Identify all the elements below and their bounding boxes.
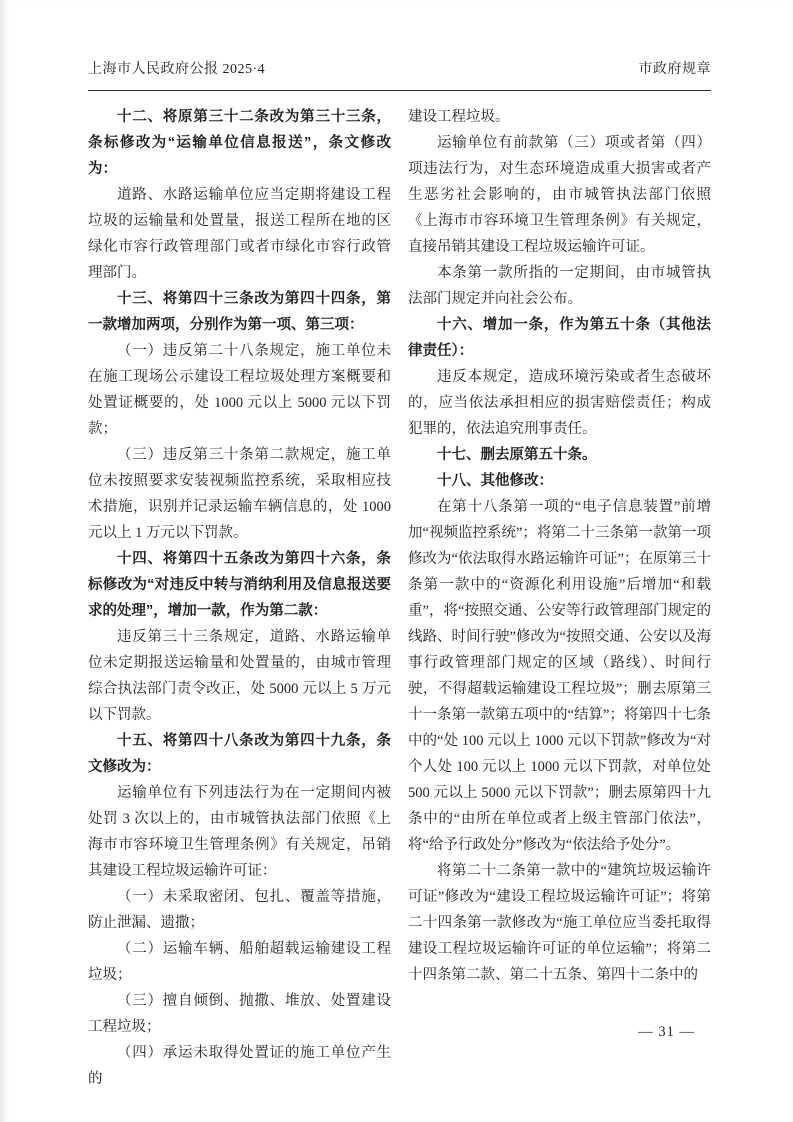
body-paragraph: 本条第一款所指的一定期间，由市城管执法部门规定并向社会公布。 xyxy=(408,265,711,307)
body-paragraph: 违反第三十三条规定，道路、水路运输单位未定期报送运输量和处置量的，由城市管理综合执法部门责令改正，处 5000 元以上 5 万元以下罚款。 xyxy=(88,629,391,723)
amendment-heading: 十七、删去原第五十条。 xyxy=(437,447,597,463)
body-paragraph: 运输单位有前款第（三）项或者第（四）项违法行为，对生态环境造成重大损害或者产生恶劣社会影响的，由市城管执法部门依照《上海市市容环境卫生管理条例》有关规定，直接吊销其建设工程垃圾运输许可证。 xyxy=(408,135,711,255)
document-body xyxy=(88,104,711,1092)
amendment-heading: 十六、增加一条，作为第五十条（其他法律责任）： xyxy=(408,317,711,359)
page-number: — 31 — xyxy=(638,1024,695,1040)
section-label: 市政府规章 xyxy=(638,62,711,77)
page-footer xyxy=(638,1024,695,1041)
body-paragraph: 将第二十二条第一款中的“建筑垃圾运输许可证”修改为“建设工程垃圾运输许可证”；将第二十四条第一款修改为“施工单位应当委托取得建设工程垃圾运输许可证的单位运输”；将第二十四条第二款、第二十五条、第四十二条中的 xyxy=(408,863,711,983)
header-rule xyxy=(88,90,711,91)
body-paragraph: （二）运输车辆、船舶超载运输建设工程垃圾； xyxy=(88,941,391,983)
body-paragraph: （三）擅自倾倒、抛撒、堆放、处置建设工程垃圾； xyxy=(88,993,391,1035)
body-paragraph: （四）承运未取得处置证的施工单位产生的 xyxy=(88,1045,391,1087)
amendment-heading: 十三、将第四十三条改为第四十四条，第一款增加两项，分别作为第一项、第三项： xyxy=(88,291,391,333)
amendment-heading: 十二、将原第三十二条改为第三十三条，条标修改为“运输单位信息报送”，条文修改为： xyxy=(88,109,391,177)
body-paragraph: 运输单位有下列违法行为在一定期间内被处罚 3 次以上的，由市城管执法部门依照《上海市市容环境卫生管理条例》有关规定，吊销其建设工程垃圾运输许可证： xyxy=(88,785,391,879)
body-paragraph: 建设工程垃圾。 xyxy=(408,109,510,125)
body-paragraph: 道路、水路运输单位应当定期将建设工程垃圾的运输量和处置量，报送工程所在地的区绿化市容行政管理部门或者市绿化市容行政管理部门。 xyxy=(88,187,391,281)
amendment-heading: 十五、将第四十八条改为第四十九条，条文修改为： xyxy=(88,733,391,775)
gazette-title: 上海市人民政府公报 2025·4 xyxy=(88,62,266,77)
body-paragraph: 违反本规定，造成环境污染或者生态破坏的，应当依法承担相应的损害赔偿责任；构成犯罪的，依法追究刑事责任。 xyxy=(408,369,711,437)
body-paragraph: （三）违反第三十条第二款规定，施工单位未按照要求安装视频监控系统，采取相应技术措施，识别并记录运输车辆信息的，处 1000 元以上 1 万元以下罚款。 xyxy=(88,447,391,541)
amendment-heading: 十四、将第四十五条改为第四十六条，条标修改为“对违反中转与消纳利用及信息报送要求的处理”，增加一款，作为第二款： xyxy=(88,551,391,619)
page-header xyxy=(88,58,711,78)
left-column xyxy=(88,104,391,1092)
body-paragraph: 在第十八条第一项的“电子信息装置”前增加“视频监控系统”；将第二十三条第一款第一项修改为“依法取得水路运输许可证”；在原第三十条第一款中的“资源化利用设施”后增加“和载重”，将“按照交通、公安等行政管理部门规定的线路、时间行驶”修改为“按照交通、公安以及海事行政管理部门规定的区域（路线）、时间行驶，不得超载运输建设工程垃圾”；删去原第三十一条第一款第五项中的“结算”；将第四十七条中的“处 100 元以上 1000 元以下罚款”修改为“对个人处 100 元以上 1000 元以下罚款，对单位处 500 元以上 5000 元以下罚款”；删去原第四十九条中的“由所在单位或者上级主管部门依法”，将“给予行政处分”修改为“依法给予处分”。 xyxy=(408,499,711,853)
right-column xyxy=(408,104,711,1092)
body-paragraph: （一）违反第二十八条规定，施工单位未在施工现场公示建设工程垃圾处理方案概要和处置证概要的，处 1000 元以上 5000 元以下罚款； xyxy=(88,343,391,437)
amendment-heading: 十八、其他修改： xyxy=(437,473,553,489)
body-paragraph: （一）未采取密闭、包扎、覆盖等措施，防止泄漏、遗撒； xyxy=(88,889,391,931)
